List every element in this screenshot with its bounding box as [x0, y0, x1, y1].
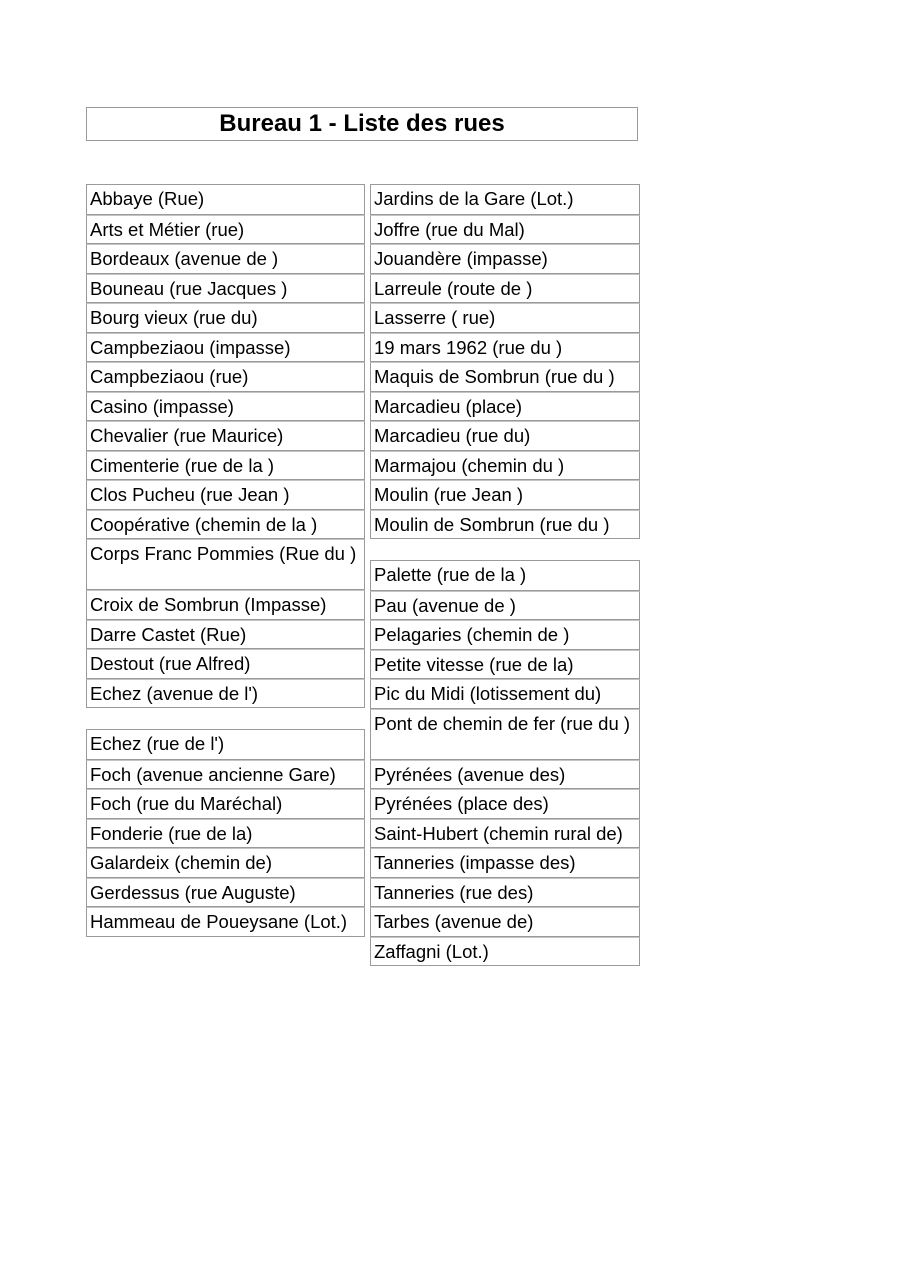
- street-cell: Joffre (rue du Mal): [370, 215, 640, 245]
- left-street-list-1: [86, 184, 365, 708]
- street-cell: Palette (rue de la ): [370, 561, 640, 591]
- street-cell: Gerdessus (rue Auguste): [86, 878, 365, 908]
- street-cell: Pic du Midi (lotissement du): [370, 679, 640, 709]
- street-cell: Croix de Sombrun (Impasse): [86, 590, 365, 620]
- street-cell: Clos Pucheu (rue Jean ): [86, 480, 365, 510]
- street-cell: Echez (rue de l'): [86, 730, 365, 760]
- street-cell: Maquis de Sombrun (rue du ): [370, 362, 640, 392]
- street-cell: Galardeix (chemin de): [86, 848, 365, 878]
- street-cell: Bouneau (rue Jacques ): [86, 274, 365, 304]
- page-title: Bureau 1 - Liste des rues: [86, 107, 638, 141]
- street-cell: Lasserre ( rue): [370, 303, 640, 333]
- street-cell: Jouandère (impasse): [370, 244, 640, 274]
- street-cell: Chevalier (rue Maurice): [86, 421, 365, 451]
- street-cell: Darre Castet (Rue): [86, 620, 365, 650]
- street-cell: Abbaye (Rue): [86, 185, 365, 215]
- street-cell: Foch (rue du Maréchal): [86, 789, 365, 819]
- right-street-list-1: [370, 184, 640, 539]
- street-cell: Casino (impasse): [86, 392, 365, 422]
- street-cell: Jardins de la Gare (Lot.): [370, 185, 640, 215]
- street-cell: Pelagaries (chemin de ): [370, 620, 640, 650]
- street-cell: Pont de chemin de fer (rue du ): [370, 709, 640, 760]
- street-cell: Marmajou (chemin du ): [370, 451, 640, 481]
- street-cell: Saint-Hubert (chemin rural de): [370, 819, 640, 849]
- street-cell: Bourg vieux (rue du): [86, 303, 365, 333]
- street-cell: Cimenterie (rue de la ): [86, 451, 365, 481]
- street-cell: Moulin de Sombrun (rue du ): [370, 510, 640, 540]
- street-cell: Foch (avenue ancienne Gare): [86, 760, 365, 790]
- street-cell: Moulin (rue Jean ): [370, 480, 640, 510]
- street-cell: Zaffagni (Lot.): [370, 937, 640, 967]
- street-cell: Arts et Métier (rue): [86, 215, 365, 245]
- street-cell: Pyrénées (avenue des): [370, 760, 640, 790]
- street-cell: Pyrénées (place des): [370, 789, 640, 819]
- street-cell: 19 mars 1962 (rue du ): [370, 333, 640, 363]
- street-cell: Petite vitesse (rue de la): [370, 650, 640, 680]
- street-cell: Bordeaux (avenue de ): [86, 244, 365, 274]
- street-cell: Tarbes (avenue de): [370, 907, 640, 937]
- street-cell: Marcadieu (rue du): [370, 421, 640, 451]
- street-cell: Pau (avenue de ): [370, 591, 640, 621]
- right-street-list-2: [370, 560, 640, 966]
- street-cell: Corps Franc Pommies (Rue du ): [86, 539, 365, 590]
- street-cell: Hammeau de Poueysane (Lot.): [86, 907, 365, 937]
- street-cell: Tanneries (impasse des): [370, 848, 640, 878]
- street-cell: Coopérative (chemin de la ): [86, 510, 365, 540]
- street-cell: Destout (rue Alfred): [86, 649, 365, 679]
- street-cell: Echez (avenue de l'): [86, 679, 365, 709]
- street-cell: Fonderie (rue de la): [86, 819, 365, 849]
- street-cell: Campbeziaou (rue): [86, 362, 365, 392]
- street-cell: Campbeziaou (impasse): [86, 333, 365, 363]
- street-cell: Tanneries (rue des): [370, 878, 640, 908]
- street-cell: Marcadieu (place): [370, 392, 640, 422]
- left-street-list-2: [86, 729, 365, 937]
- street-cell: Larreule (route de ): [370, 274, 640, 304]
